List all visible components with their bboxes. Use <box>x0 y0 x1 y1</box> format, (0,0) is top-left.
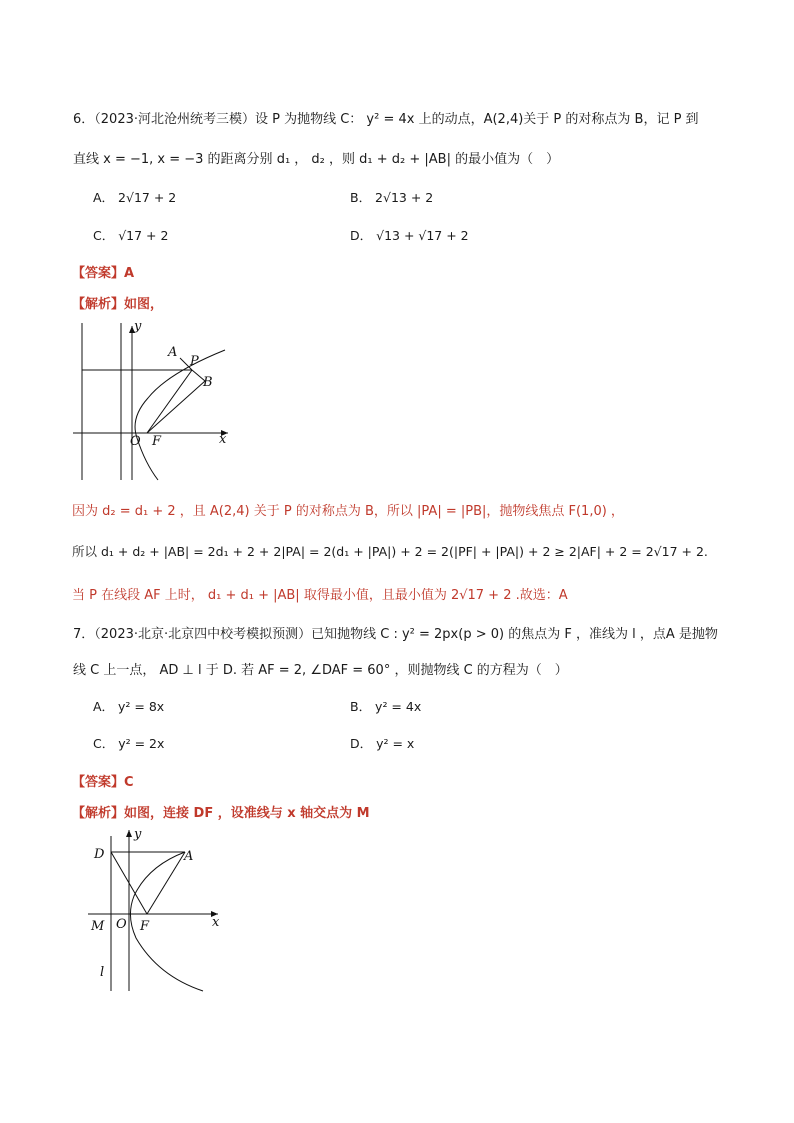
q7-label-O: O <box>116 917 127 932</box>
q6-label-O: O <box>130 434 141 449</box>
q6-label-P: P <box>190 354 199 369</box>
q6-label-y: y <box>134 319 142 334</box>
q6-option-d: D． √13 + √17 + 2 <box>350 228 469 243</box>
q7-label-D: D <box>94 847 105 862</box>
q7-y-arrow <box>126 830 132 837</box>
q6-option-b: B． 2√13 + 2 <box>350 190 434 205</box>
q6-option-a: A． 2√17 + 2 <box>93 190 177 205</box>
q6-analysis-text: 【解析】如图， <box>72 297 164 312</box>
q7-parabola-figure <box>88 826 228 994</box>
q7-analysis-text: 【解析】如图，连接 DF ，设准线与 x 轴交点为 M <box>72 806 370 821</box>
q6-solution-line2: 所以 d₁ + d₂ + |AB| = 2d₁ + 2 + 2|PA| = 2(d₁ + |PA|) + 2 = 2(|PF| + |PA|) + 2 ≥ 2|AF| + 2 = 2√17 + 2. <box>72 544 708 559</box>
q7-label-A: A <box>184 849 194 864</box>
q6-analysis-label <box>72 293 163 312</box>
q7-stem-line1: 7．（2023·北京·北京四中校考模拟预测）已知抛物线 C : y² = 2px(p > 0) 的焦点为 F ，准线为 l ，点A 是抛物 <box>73 627 718 642</box>
q7-option-c: C． y² = 2x <box>93 736 165 751</box>
q6-label-F: F <box>152 434 162 449</box>
q6-segment-FB <box>147 381 205 433</box>
q6-stem-line1: 6．（2023·河北沧州统考三模）设 P 为抛物线 C： y² = 4x 上的动点，A(2,4)关于 P 的对称点为 B，记 P 到 <box>73 112 699 127</box>
q7-label-l: l <box>100 965 105 980</box>
q6-solution-line1: 因为 d₂ = d₁ + 2 ，且 A(2,4) 关于 P 的对称点为 B，所以 |PA| = |PB|，抛物线焦点 F(1,0) ， <box>72 504 624 519</box>
q6-option-c: C． √17 + 2 <box>93 228 169 243</box>
q7-label-x: x <box>212 915 220 930</box>
q7-label-F: F <box>140 919 150 934</box>
q7-option-b: B． y² = 4x <box>350 699 422 714</box>
q6-parabola-figure <box>70 318 240 484</box>
q7-label-y: y <box>134 827 142 842</box>
q7-option-a: A． y² = 8x <box>93 699 165 714</box>
q7-answer: 【答案】C <box>72 775 134 790</box>
q6-label-x: x <box>219 432 227 447</box>
q6-segment-FP <box>147 370 192 433</box>
q6-solution-line3: 当 P 在线段 AF 上时， d₁ + d₁ + |AB| 取得最小值，且最小值为 2√17 + 2 .故选：A <box>72 588 568 603</box>
q7-analysis <box>72 802 370 821</box>
q6-label-B: B <box>203 375 213 390</box>
q7-label-M: M <box>91 919 105 934</box>
q7-option-d: D． y² = x <box>350 736 415 751</box>
q7-stem-line2: 线 C 上一点， AD ⊥ l 于 D. 若 AF = 2, ∠DAF = 60° ，则抛物线 C 的方程为（ ） <box>73 663 568 678</box>
q6-answer: 【答案】A <box>72 266 135 281</box>
q6-label-A: A <box>168 345 178 360</box>
q6-stem-line2: 直线 x = −1, x = −3 的距离分别 d₁ ， d₂ ，则 d₁ + d₂ + |AB| 的最小值为（ ） <box>73 152 560 167</box>
